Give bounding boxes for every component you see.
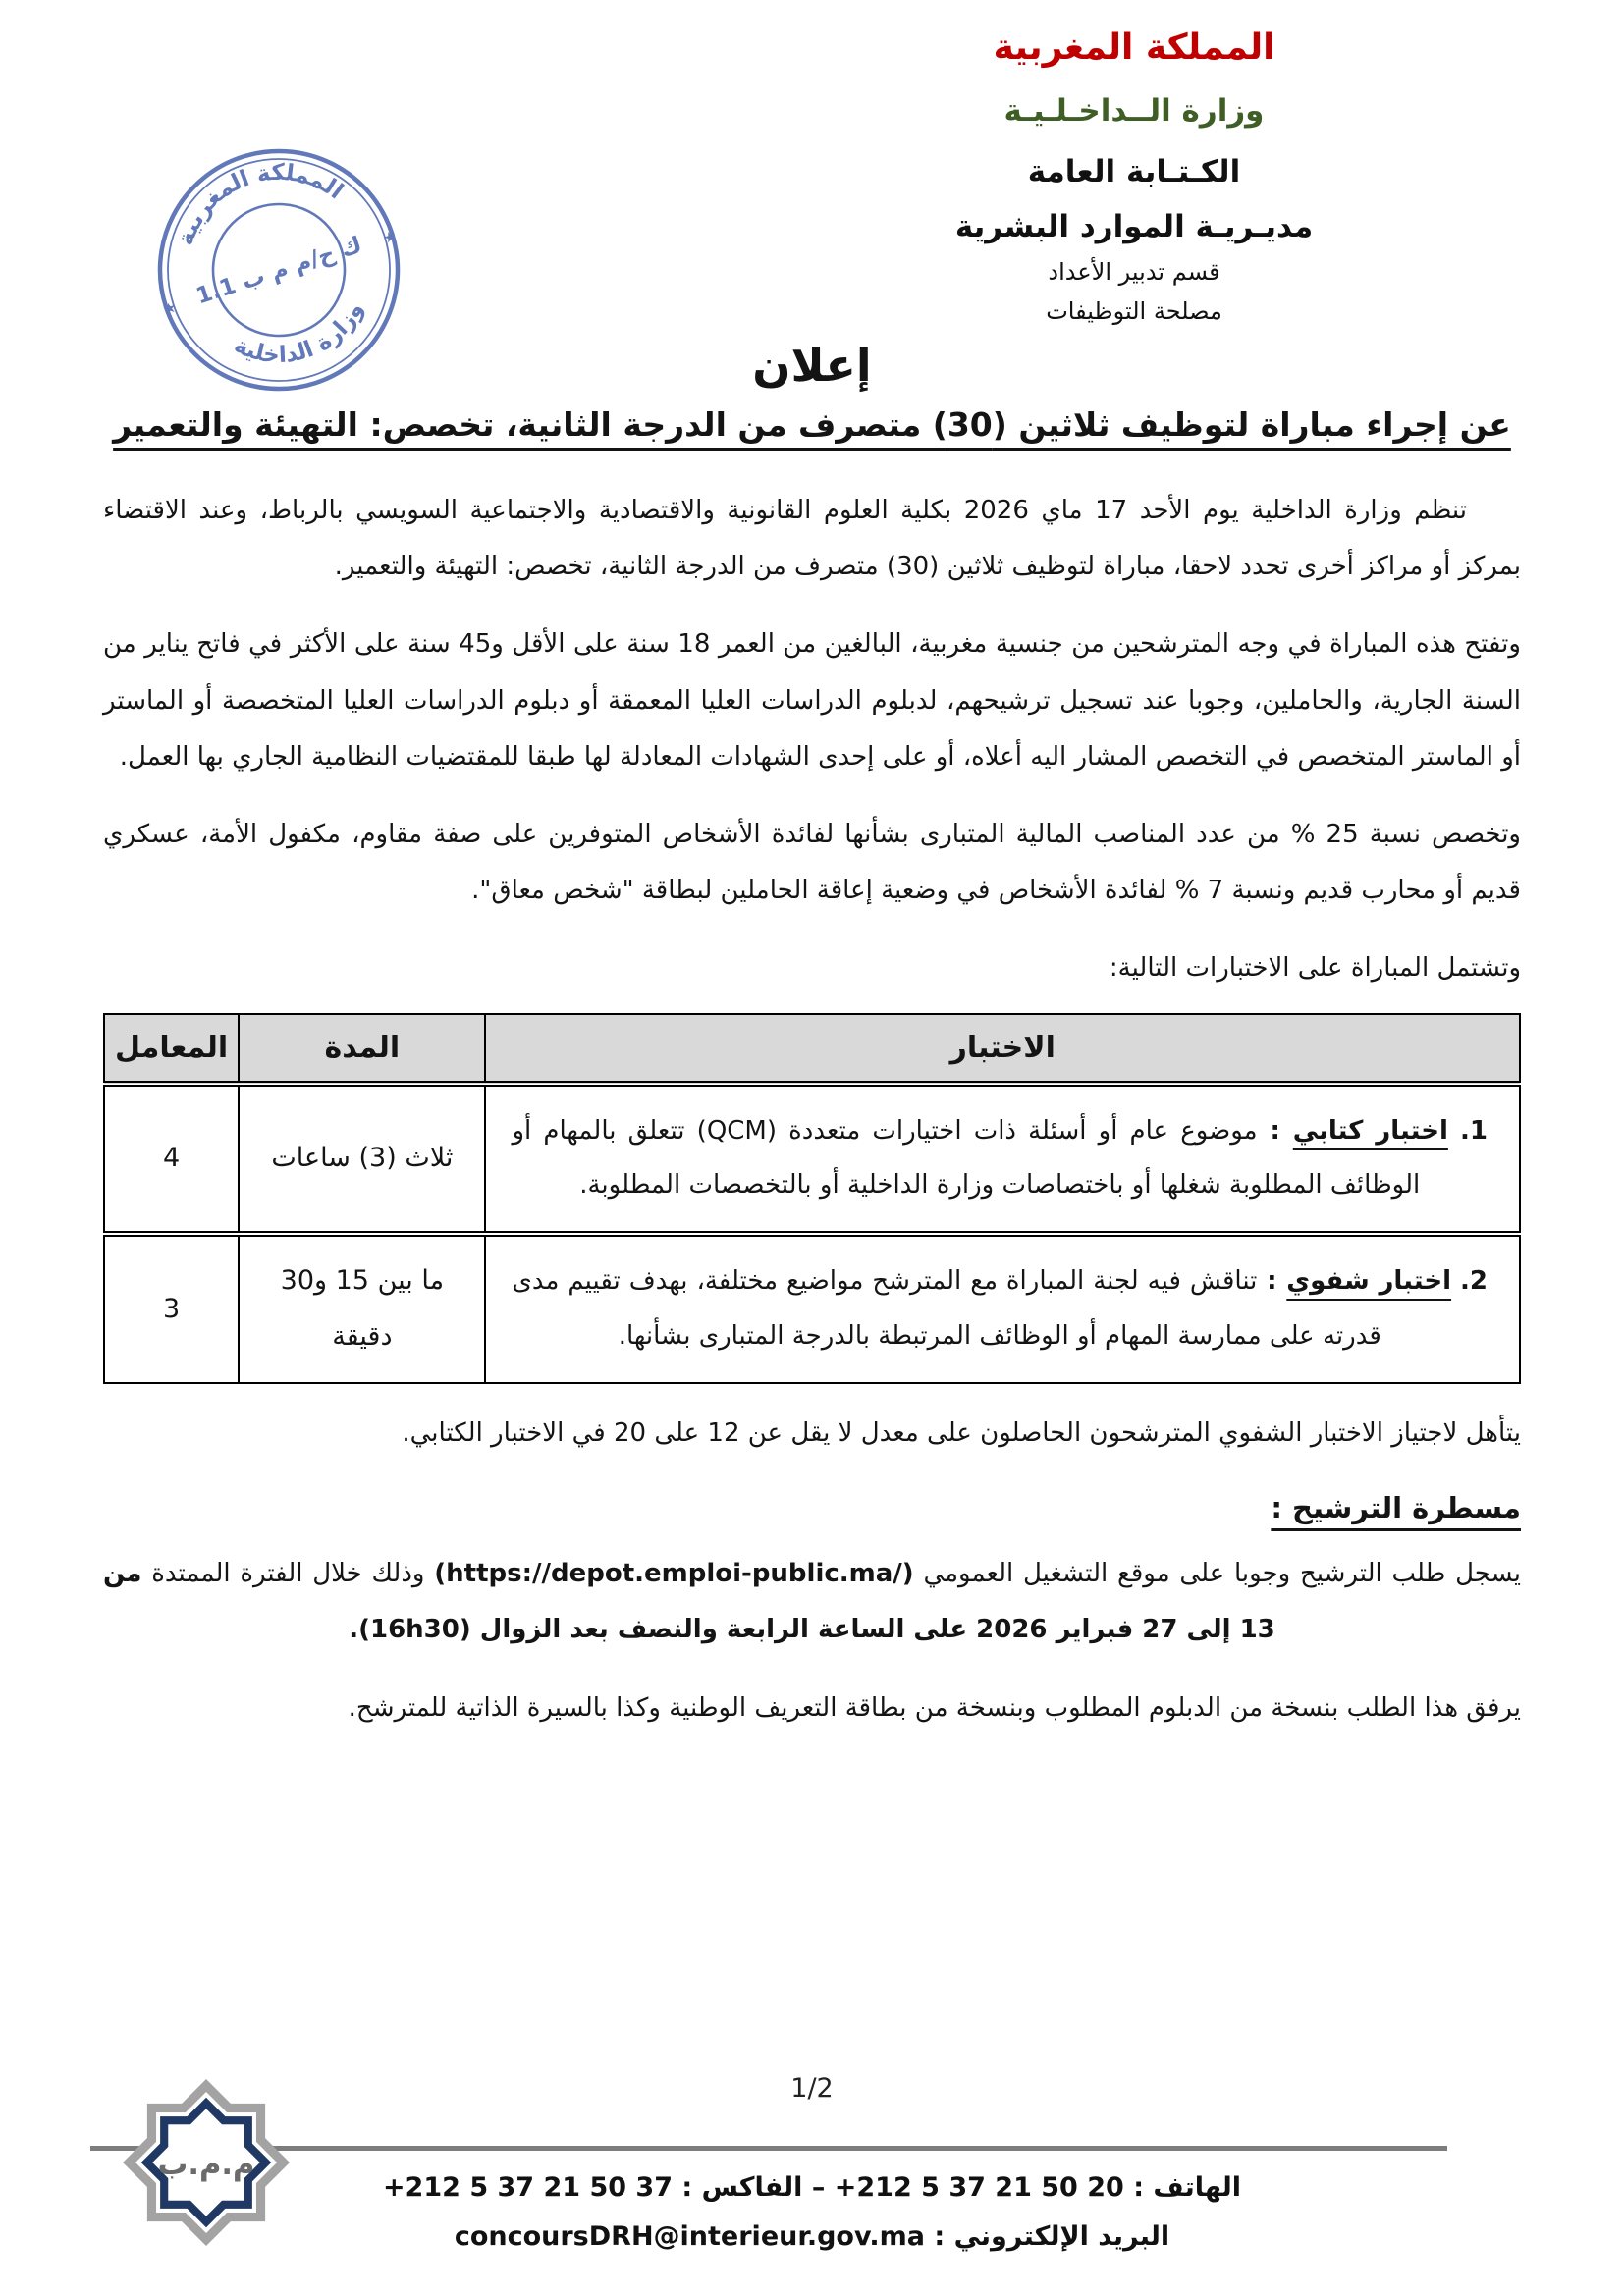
stamp-left-star-icon: ★ [160, 297, 179, 319]
oral-exam-coefficient: 3 [104, 1234, 239, 1383]
letterhead-directorate: مديـريـة الموارد البشرية [954, 209, 1314, 244]
fax-label: الفاكس : [673, 2172, 803, 2203]
phone-label: الهاتف : [1123, 2172, 1242, 2203]
written-exam-body: موضوع عام أو أسئلة ذات اختيارات متعددة (QCM) تتعلق بالمهام أو الوظائف المطلوبة شغلها أو باختصاصات وزارة الداخلية أو بالتخصصات المطلوبة. [512, 1115, 1421, 1201]
paragraph-oral-qualification: يتأهل لاجتياز الاختبار الشفوي المترشحون الحاصلون على معدل لا يقل عن 12 على 20 في الاختبار الكتابي. [402, 1418, 1521, 1449]
table-header-duration: المدة [239, 1014, 485, 1084]
procedure-heading [103, 1491, 1521, 1524]
oral-exam-title: اختبار شفوي [1286, 1266, 1452, 1297]
ministry-round-stamp-icon [141, 128, 416, 412]
letterhead [879, 27, 1389, 325]
table-row-written-exam [104, 1084, 1520, 1235]
announcement-title: إعلان [752, 339, 872, 392]
registration-text-pre: يسجل طلب الترشيح وجوبا على موقع التشغيل العمومي [913, 1559, 1521, 1589]
oral-exam-separator: : [1257, 1266, 1287, 1297]
oral-exam-body: تناقش فيه لجنة المباراة مع المترشح مواضيع مختلفة، بهدف تقييم مدى قدرته على ممارسة المهام أو الوظائف المرتبطة بالدرجة المتبارى بشأنها. [512, 1266, 1381, 1352]
written-exam-description [485, 1084, 1520, 1235]
paragraph-attachments: يرفق هذا الطلب بنسخة من الدبلوم المطلوب وبنسخة من بطاقة التعريف الوطنية وكذا بالسيرة الذاتية للمترشح. [348, 1692, 1521, 1723]
footer-contacts [0, 2163, 1624, 2262]
exams-table [103, 1013, 1521, 1385]
paragraph-registration [103, 1546, 1521, 1658]
page-number: 1/2 [790, 2073, 834, 2104]
stamp-center-text: ك ح/م م ب 1.1 [192, 232, 365, 310]
table-header-row [104, 1014, 1520, 1084]
email-label: البريد الإلكتروني : [924, 2220, 1170, 2252]
paragraph-quotas: وتخصص نسبة 25 % من عدد المناصب المالية المتبارى بشأنها لفائدة الأشخاص المتوفرين على صفة مقاوم، مكفول الأمة، عسكري قديم أو محارب قديم ونسبة 7 % لفائدة الأشخاص في وضعية إعاقة الحاملين لبطاقة "شخص معاق". [103, 819, 1521, 906]
written-exam-coefficient: 4 [104, 1084, 239, 1235]
oral-exam-number: 2. [1460, 1266, 1488, 1297]
ppm-star-logo-text: م.م.ب [157, 2148, 255, 2183]
oral-exam-description [485, 1234, 1520, 1383]
svg-text:وزارة الداخلية [224, 293, 378, 386]
registration-url: (https://depot.emploi-public.ma/) [434, 1559, 914, 1589]
announcement-subtitle-text: عن إجراء مباراة لتوظيف ثلاثين (30) متصرف من الدرجة الثانية، تخصص: التهيئة والتعمير [113, 405, 1511, 444]
registration-deadline-time: (16h30) [358, 1615, 471, 1645]
written-exam-number: 1. [1460, 1115, 1488, 1146]
paragraph-exams-intro: وتشتمل المباراة على الاختبارات التالية: [1109, 953, 1521, 984]
footer-phone-fax-line [0, 2163, 1624, 2213]
registration-period: من 13 إلى 27 فبراير 2026 على الساعة الرابعة والنصف بعد الزوال [103, 1559, 1275, 1645]
letterhead-secretariat: الكـتـابة العامة [1027, 154, 1241, 189]
stamp-bottom-text: وزارة الداخلية [230, 297, 369, 369]
stamp-right-star-icon: ★ [380, 226, 400, 248]
table-row-oral-exam [104, 1234, 1520, 1383]
table-header-exam: الاختبار [485, 1014, 1520, 1084]
letterhead-service: مصلحة التوظيفات [1046, 297, 1222, 325]
table-header-coefficient: المعامل [104, 1014, 239, 1084]
written-exam-duration: ثلاث (3) ساعات [239, 1084, 485, 1235]
paragraph-eligibility: وتفتح هذه المباراة في وجه المترشحين من جنسية مغربية، البالغين من العمر 18 سنة على الأقل و45 سنة على الأكثر في فاتح يناير من السنة الجارية، والحاملين، وجوبا عند تسجيل ترشيحهم، لدبلوم الدراسات العليا المعمقة أو دبلوم الدراسات العليا المتخصصة أو الماستر أو الماستر المتخصص في التخصص المشار اليه أعلاه، أو على إحدى الشهادات المعادلة لها طبقا للمقتضيات النظامية الجاري بها العمل. [103, 629, 1521, 772]
contacts-separator: – [802, 2172, 835, 2203]
email-value: concoursDRH@interieur.gov.ma [454, 2220, 925, 2252]
fax-value: +212 5 37 21 50 37 [382, 2172, 673, 2203]
phone-value: +212 5 37 21 50 20 [834, 2172, 1124, 2203]
letterhead-ministry: وزارة الــداخـلـيـة [1003, 93, 1265, 129]
oral-exam-duration: ما بين 15 و30 دقيقة [239, 1234, 485, 1383]
paragraph-organization: تنظم وزارة الداخلية يوم الأحد 17 ماي 2026 بكلية العلوم القانونية والاقتصادية والاجتماعية السويسي بالرباط، وعند الاقتضاء بمركز أو مراكز أخرى تحدد لاحقا، مباراة لتوظيف ثلاثين (30) متصرف من الدرجة الثانية، تخصص: التهيئة والتعمير. [103, 496, 1521, 582]
letterhead-kingdom: المملكة المغربية [993, 27, 1275, 68]
registration-period-end: . [349, 1615, 359, 1645]
written-exam-separator: : [1257, 1115, 1293, 1146]
footer-email-line [0, 2213, 1624, 2262]
letterhead-division: قسم تدبير الأعداد [1048, 258, 1220, 286]
procedure-heading-text: مسطرة الترشيح : [1271, 1491, 1521, 1525]
stamp-top-text: المملكة المغربية [172, 159, 349, 249]
registration-text-mid: وذلك خلال الفترة الممتدة [141, 1559, 435, 1589]
written-exam-title: اختبار كتابي [1292, 1115, 1448, 1146]
